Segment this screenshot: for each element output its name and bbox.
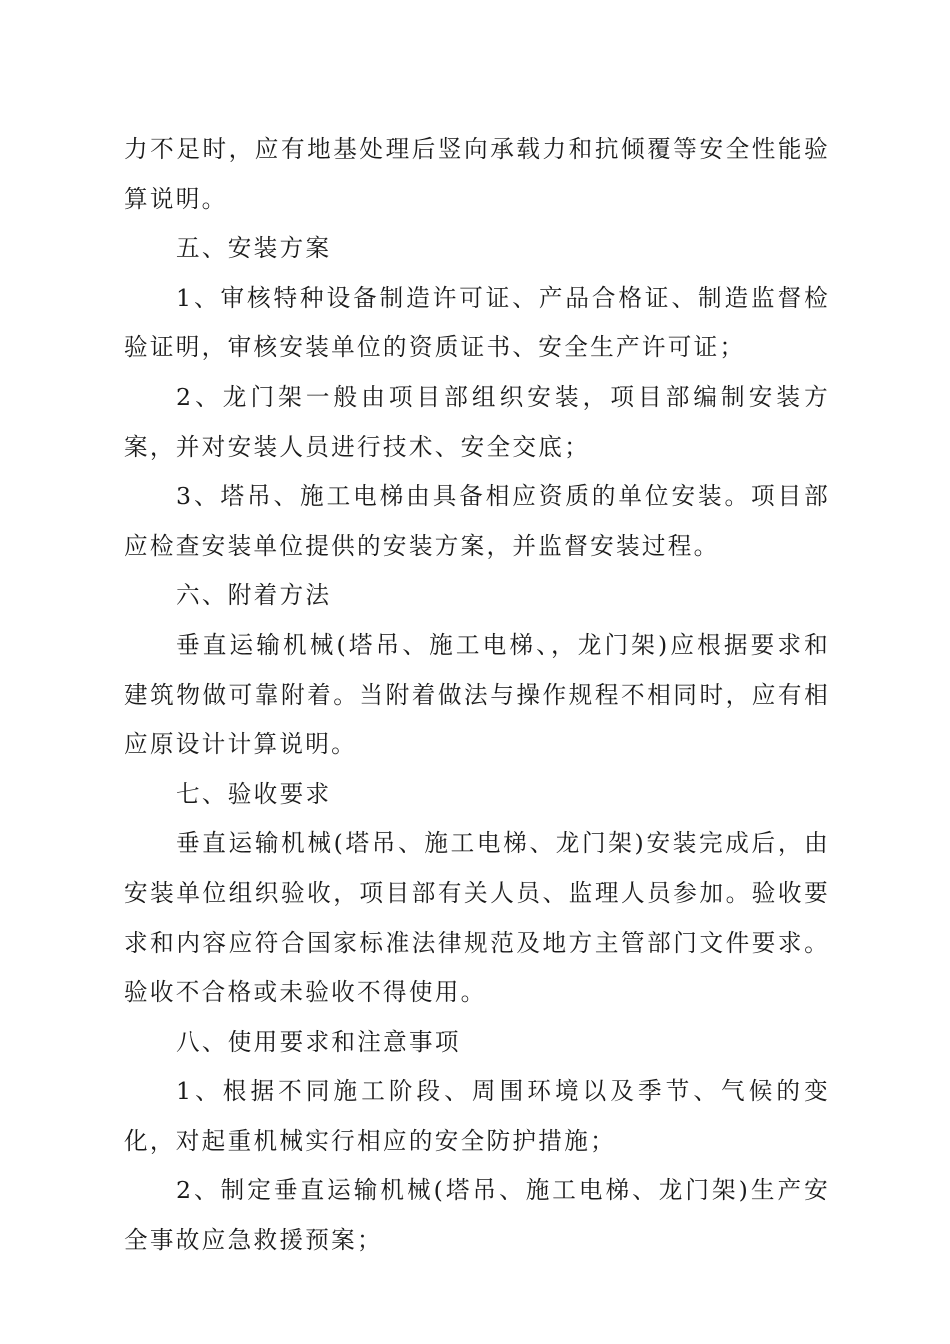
paragraph-install-item-2: 2、龙门架一般由项目部组织安装，项目部编制安装方案，并对安装人员进行技术、安全交底； — [124, 382, 830, 461]
paragraph-acceptance: 垂直运输机械(塔吊、施工电梯、龙门架)安装完成后，由安装单位组织验收，项目部有关人员、监理人员参加。验收要求和内容应符合国家标准法律规范及地方主管部门文件要求。验收不合格或未验收不得使用。 — [124, 829, 830, 1007]
paragraph-foundation-note: 力不足时，应有地基处理后竖向承载力和抗倾覆等安全性能验算说明。 — [124, 135, 830, 213]
heading-installation-plan: 五、安装方案 — [176, 234, 332, 263]
paragraph-usage-item-1: 1、根据不同施工阶段、周围环境以及季节、气候的变化，对起重机械实行相应的安全防护措施； — [124, 1077, 830, 1155]
paragraph-usage-item-2: 2、制定垂直运输机械(塔吊、施工电梯、龙门架)生产安全事故应急救援预案； — [124, 1176, 830, 1255]
paragraph-install-item-1: 1、审核特种设备制造许可证、产品合格证、制造监督检验证明，审核安装单位的资质证书、安全生产许可证； — [124, 283, 830, 362]
paragraph-attachment: 垂直运输机械(塔吊、施工电梯、，龙门架)应根据要求和建筑物做可靠附着。当附着做法与操作规程不相同时，应有相应原设计计算说明。 — [124, 630, 830, 759]
document-body — [124, 125, 830, 1266]
heading-attachment-method: 六、附着方法 — [176, 581, 332, 610]
paragraph-install-item-3: 3、塔吊、施工电梯由具备相应资质的单位安装。项目部应检查安装单位提供的安装方案，并监督安装过程。 — [124, 482, 830, 560]
heading-acceptance-requirements: 七、验收要求 — [176, 779, 332, 808]
heading-usage-requirements: 八、使用要求和注意事项 — [176, 1027, 461, 1056]
